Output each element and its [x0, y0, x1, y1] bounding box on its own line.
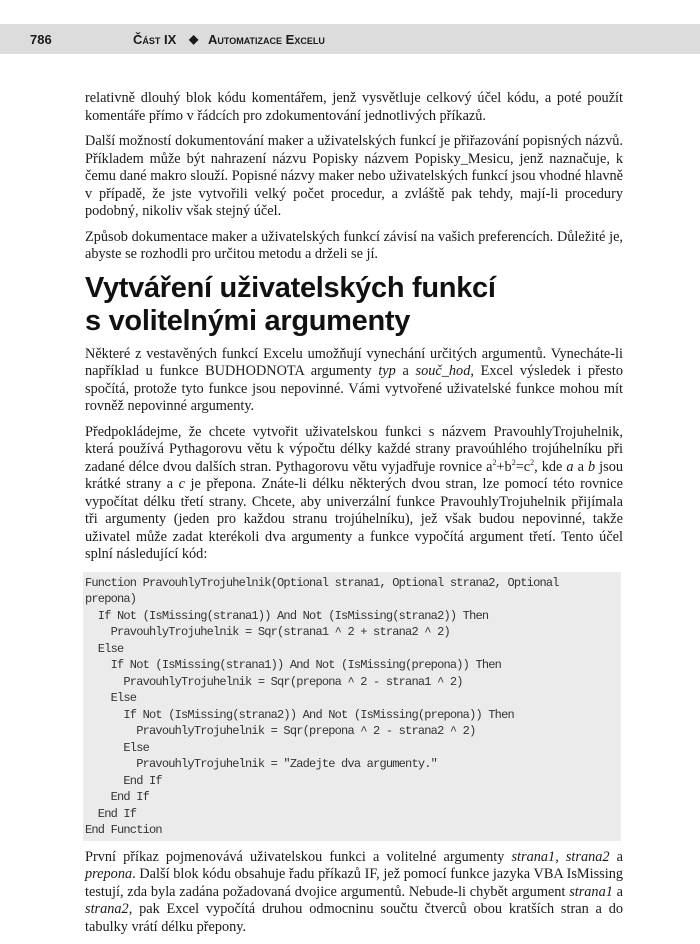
text-run: =c [515, 458, 531, 475]
section-heading [85, 272, 623, 338]
code-line: If Not (IsMissing(strana2)) And Not (IsMissing(prepona)) Then [85, 707, 514, 722]
code-line: prepona) [85, 592, 137, 606]
code-line: PravouhlyTrojuhelnik = "Zadejte dva argumenty." [85, 757, 438, 771]
code-line: End If [85, 790, 150, 804]
code-line: If Not (IsMissing(strana1)) And Not (IsMissing(strana2)) Then [85, 608, 489, 623]
italic-term: strana2 [85, 901, 129, 917]
code-line: PravouhlyTrojuhelnik = Sqr(strana1 ^ 2 + strana2 ^ 2) [85, 625, 450, 639]
diamond-separator-icon: ◆ [189, 32, 199, 46]
running-header [0, 24, 700, 54]
paragraph [85, 229, 623, 264]
text-run: První příkaz pojmenovává uživatelskou funkci a volitelné argumenty [85, 848, 512, 865]
text-run: a [609, 848, 623, 865]
italic-term: strana1 [511, 848, 556, 865]
text-run: a [573, 458, 588, 475]
code-line: If Not (IsMissing(strana1)) And Not (IsMissing(prepona)) Then [85, 658, 502, 672]
italic-term: b [587, 458, 596, 475]
italic-term: c [178, 476, 185, 492]
heading-line-2: s volitelnými argumenty [85, 304, 411, 337]
paragraph [85, 849, 623, 937]
code-line: Else [85, 691, 137, 705]
code-line: End Function [85, 823, 162, 837]
text-run: , Excel výsledek i přesto spočítá, protože tyto funkce jsou nepovinné. Vámi vytvořené uživatelské funkce mohou mít rovněž nepovinné argumenty. [85, 363, 623, 414]
text-run: +b [496, 458, 512, 475]
paragraph [85, 133, 623, 221]
part-label: Část IX [133, 32, 177, 47]
superscript: 2 [511, 457, 516, 467]
page-number: 786 [30, 32, 52, 47]
superscript: 2 [530, 457, 535, 467]
italic-term: a [566, 458, 574, 475]
explanation-paragraphs [85, 849, 623, 937]
text-run: , [555, 848, 566, 865]
paragraph [85, 424, 623, 564]
chapter-title: Automatizace Excelu [208, 32, 325, 47]
italic-term: souč_hod [415, 363, 471, 379]
page-body [85, 90, 623, 944]
code-line: Function PravouhlyTrojuhelnik(Optional strana1, Optional strana2, Optional [85, 575, 559, 590]
superscript: 2 [492, 457, 497, 467]
section-paragraphs [85, 346, 623, 564]
italic-term: typ [378, 363, 396, 379]
text-run: relativně dlouhý blok kódu komentářem, jenž vysvětluje celkový účel kódu, a poté použít komentáře přímo v řádcích pro zdokumentování jednotlivých příkazů. [85, 90, 623, 124]
code-line: End If [85, 806, 137, 821]
code-line: Else [85, 641, 124, 656]
italic-term: prepona [85, 866, 133, 882]
text-run: , pak Excel vypočítá druhou odmocninu součtu čtverců obou kratších stran a do tabulky vrátí délku přepony. [85, 901, 623, 935]
text-run: a [395, 363, 416, 379]
code-line: PravouhlyTrojuhelnik = Sqr(prepona ^ 2 - strana1 ^ 2) [85, 674, 463, 689]
code-listing [83, 572, 621, 841]
heading-line-1: Vytváření uživatelských funkcí [85, 271, 496, 304]
code-line: End If [85, 773, 162, 788]
code-line: PravouhlyTrojuhelnik = Sqr(prepona ^ 2 - strana2 ^ 2) [85, 724, 476, 738]
code-line: Else [85, 740, 150, 755]
text-run: a [612, 883, 624, 900]
paragraph [85, 90, 623, 125]
text-run: je přepona. Znáte-li délku některých dvou stran, lze pomocí této rovnice vypočítat délku třetí strany. Chcete, aby univerzální funkce PravouhlyTrojuhelnik přijímala tři argumenty (jeden pro každou stranu trojúhelníku), jež však budou nepovinné, takže uživatel může zadat kterékoli dva argumenty a funkce vypočítá argument třetí. Tento účel splní následující kód: [85, 476, 624, 562]
text-run: Předpokládejme, že chcete vytvořit uživatelskou funkci s názvem PravouhlyTrojuhelnik, která používá Pythagorovu větu k výpočtu délky každé strany pravoúhlého trojúhelníku při zadané délce dvou dalších stran. Pythagorovu větu vyjadřuje rovnice a [85, 423, 623, 475]
text-run: Další možností dokumentování maker a uživatelských funkcí je přiřazování popisných názvů. Příkladem může být nahrazení názvu Popisky názvem Popisky_Mesicu, jenž naznačuje, k čemu dané makro slouží. Popisné názvy maker nebo uživatelských funkcí jsou vhodné hlavně v případě, že jste vytvořili velký počet procedur, a zvláště pak tehdy, mají-li procedury podobný, nikoliv však stejný účel. [85, 133, 623, 219]
text-run: Některé z vestavěných funkcí Excelu umožňují vynechání určitých argumentů. Vynecháte-li například u funkce BUDHODNOTA argumenty [85, 345, 623, 379]
text-run: , kde [534, 458, 567, 475]
text-run: . Další blok kódu obsahuje řadu příkazů IF, jež pomocí funkce jazyka VBA IsMissing testují, zda byla zadána požadovaná dvojice argumentů. Nebude-li chybět argument [85, 866, 623, 900]
intro-paragraphs [85, 90, 623, 264]
text-run: Způsob dokumentace maker a uživatelských funkcí závisí na vašich preferencích. Důležité je, abyste se rozhodli pro určitou metodu a drželi se jí. [85, 228, 623, 262]
paragraph [85, 346, 623, 416]
italic-term: strana1 [569, 883, 613, 900]
italic-term: strana2 [565, 848, 610, 865]
text-run: jsou krátké strany a [85, 458, 623, 492]
